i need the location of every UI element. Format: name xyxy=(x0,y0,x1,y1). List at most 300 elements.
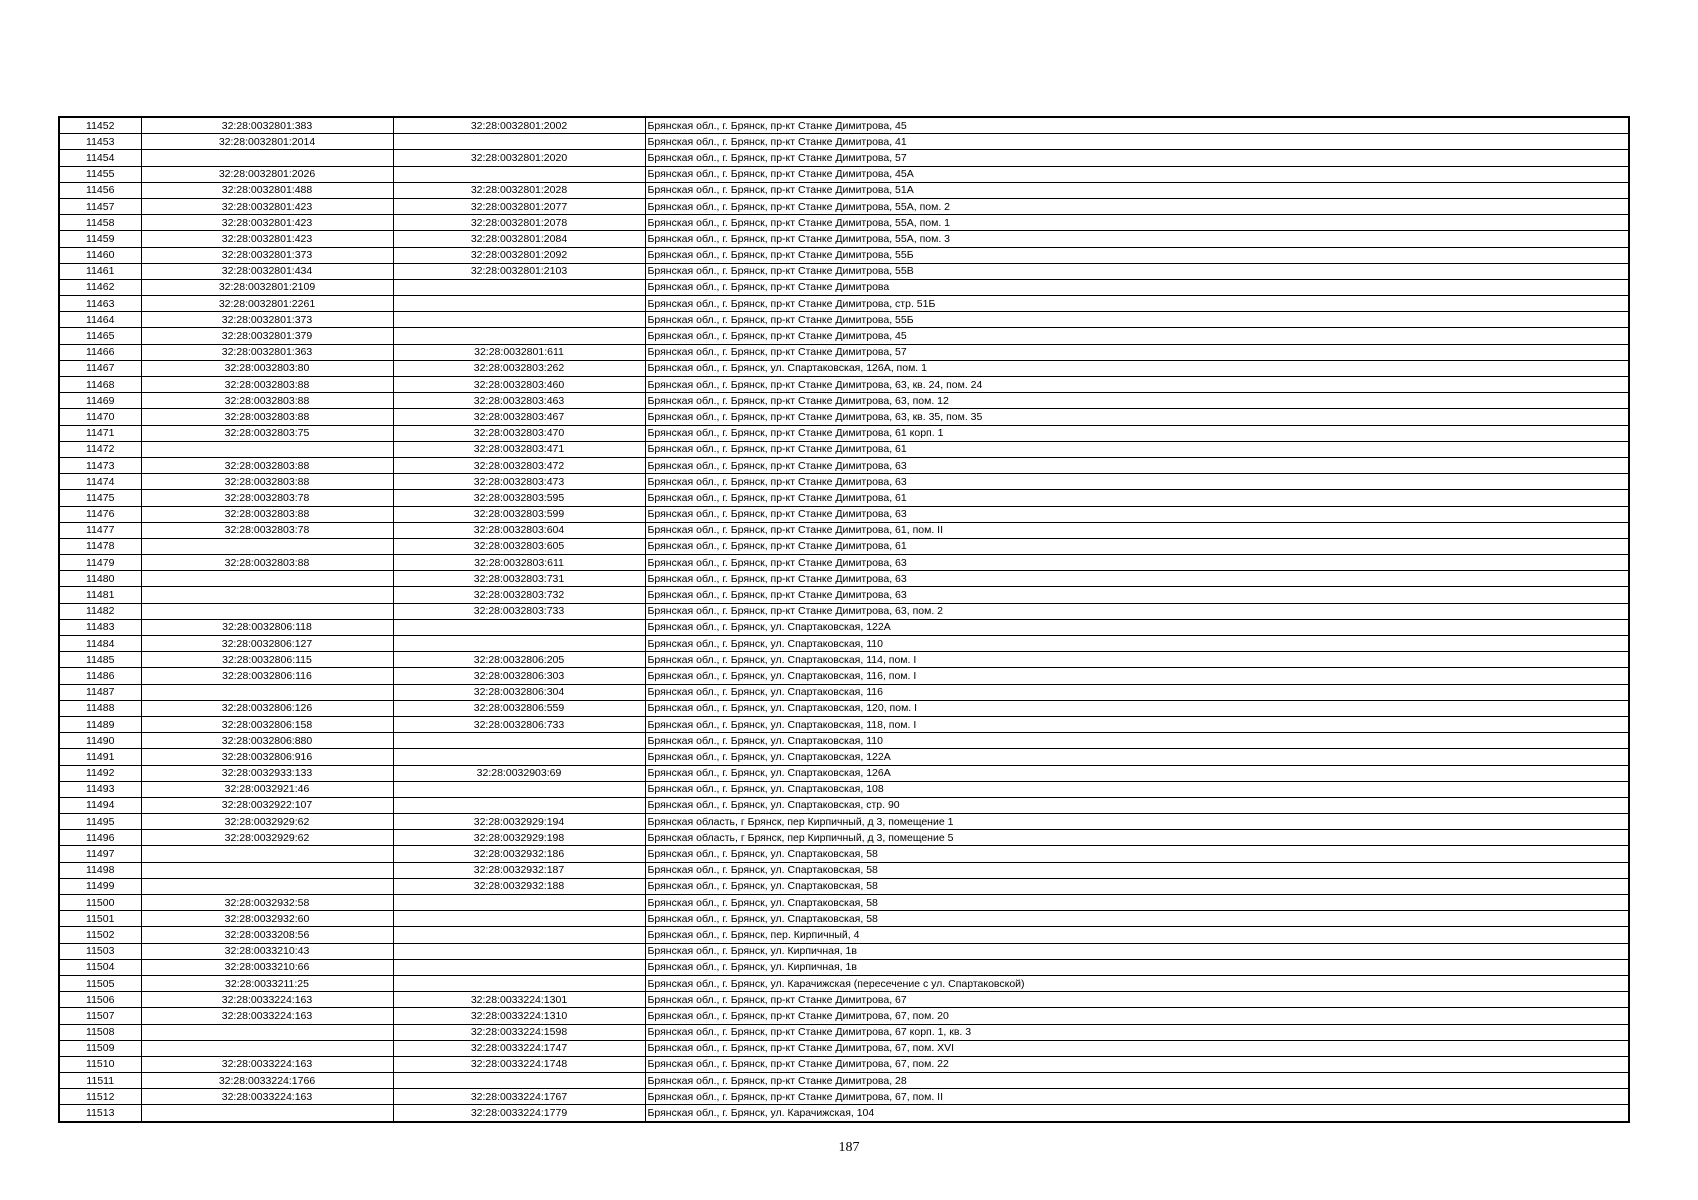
object-cadastral-number-cell xyxy=(393,636,645,652)
object-cadastral-number-cell xyxy=(393,312,645,328)
table-row xyxy=(59,393,1629,409)
row-number-cell: 11469 xyxy=(59,393,141,409)
address-cell: Брянская обл., г. Брянск, пр-кт Станке Димитрова, 61, пом. II xyxy=(645,522,1629,538)
table-row xyxy=(59,247,1629,263)
land-cadastral-number-cell: 32:28:0033210:43 xyxy=(141,943,393,959)
address-cell: Брянская обл., г. Брянск, пр-кт Станке Димитрова, 61 xyxy=(645,490,1629,506)
land-cadastral-number-cell: 32:28:0032801:2109 xyxy=(141,279,393,295)
table-row xyxy=(59,830,1629,846)
row-number-cell: 11452 xyxy=(59,117,141,134)
land-cadastral-number-cell: 32:28:0032933:133 xyxy=(141,765,393,781)
land-cadastral-number-cell: 32:28:0032803:88 xyxy=(141,409,393,425)
table-row xyxy=(59,878,1629,894)
object-cadastral-number-cell: 32:28:0032803:732 xyxy=(393,587,645,603)
table-row xyxy=(59,684,1629,700)
table-row xyxy=(59,1040,1629,1056)
table-row xyxy=(59,279,1629,295)
object-cadastral-number-cell: 32:28:0032803:460 xyxy=(393,377,645,393)
row-number-cell: 11496 xyxy=(59,830,141,846)
row-number-cell: 11503 xyxy=(59,943,141,959)
row-number-cell: 11491 xyxy=(59,749,141,765)
land-cadastral-number-cell: 32:28:0032929:62 xyxy=(141,814,393,830)
land-cadastral-number-cell: 32:28:0032929:62 xyxy=(141,830,393,846)
object-cadastral-number-cell: 32:28:0032903:69 xyxy=(393,765,645,781)
table-row xyxy=(59,992,1629,1008)
land-cadastral-number-cell: 32:28:0032803:78 xyxy=(141,522,393,538)
row-number-cell: 11505 xyxy=(59,975,141,991)
object-cadastral-number-cell: 32:28:0032806:733 xyxy=(393,716,645,732)
land-cadastral-number-cell: 32:28:0032803:88 xyxy=(141,377,393,393)
row-number-cell: 11495 xyxy=(59,814,141,830)
row-number-cell: 11476 xyxy=(59,506,141,522)
table-row xyxy=(59,1089,1629,1105)
object-cadastral-number-cell: 32:28:0032803:605 xyxy=(393,538,645,554)
row-number-cell: 11459 xyxy=(59,231,141,247)
row-number-cell: 11493 xyxy=(59,781,141,797)
table-row xyxy=(59,781,1629,797)
row-number-cell: 11504 xyxy=(59,959,141,975)
land-cadastral-number-cell xyxy=(141,862,393,878)
table-row xyxy=(59,117,1629,134)
table-row xyxy=(59,603,1629,619)
row-number-cell: 11473 xyxy=(59,457,141,473)
land-cadastral-number-cell: 32:28:0033208:56 xyxy=(141,927,393,943)
table-row xyxy=(59,134,1629,150)
land-cadastral-number-cell: 32:28:0032801:434 xyxy=(141,263,393,279)
land-cadastral-number-cell: 32:28:0032801:2261 xyxy=(141,296,393,312)
land-cadastral-number-cell: 32:28:0033224:163 xyxy=(141,1089,393,1105)
row-number-cell: 11477 xyxy=(59,522,141,538)
address-cell: Брянская обл., г. Брянск, пр-кт Станке Димитрова, 55Б xyxy=(645,247,1629,263)
object-cadastral-number-cell: 32:28:0032932:188 xyxy=(393,878,645,894)
row-number-cell: 11455 xyxy=(59,166,141,182)
land-cadastral-number-cell: 32:28:0032801:383 xyxy=(141,117,393,134)
address-cell: Брянская обл., г. Брянск, пр-кт Станке Димитрова, 63, кв. 35, пом. 35 xyxy=(645,409,1629,425)
table-row xyxy=(59,733,1629,749)
object-cadastral-number-cell: 32:28:0032801:2078 xyxy=(393,215,645,231)
object-cadastral-number-cell xyxy=(393,166,645,182)
address-cell: Брянская обл., г. Брянск, ул. Спартаковская, 110 xyxy=(645,733,1629,749)
row-number-cell: 11454 xyxy=(59,150,141,166)
registry-table-body xyxy=(59,117,1629,1122)
object-cadastral-number-cell xyxy=(393,895,645,911)
table-row xyxy=(59,652,1629,668)
table-row xyxy=(59,927,1629,943)
land-cadastral-number-cell: 32:28:0033210:66 xyxy=(141,959,393,975)
address-cell: Брянская обл., г. Брянск, пр-кт Станке Димитрова, 55Б xyxy=(645,312,1629,328)
object-cadastral-number-cell xyxy=(393,619,645,635)
address-cell: Брянская обл., г. Брянск, пр-кт Станке Димитрова, 63 xyxy=(645,506,1629,522)
address-cell: Брянская область, г Брянск, пер Кирпичный, д 3, помещение 5 xyxy=(645,830,1629,846)
table-row xyxy=(59,215,1629,231)
land-cadastral-number-cell: 32:28:0033211:25 xyxy=(141,975,393,991)
object-cadastral-number-cell: 32:28:0032801:2103 xyxy=(393,263,645,279)
object-cadastral-number-cell: 32:28:0032803:473 xyxy=(393,474,645,490)
land-cadastral-number-cell: 32:28:0032932:60 xyxy=(141,911,393,927)
address-cell: Брянская обл., г. Брянск, пр-кт Станке Димитрова, 55В xyxy=(645,263,1629,279)
land-cadastral-number-cell xyxy=(141,1040,393,1056)
address-cell: Брянская обл., г. Брянск, ул. Спартаковская, 122А xyxy=(645,619,1629,635)
address-cell: Брянская обл., г. Брянск, пр-кт Станке Димитрова, 61 xyxy=(645,441,1629,457)
table-row xyxy=(59,814,1629,830)
address-cell: Брянская область, г Брянск, пер Кирпичный, д 3, помещение 1 xyxy=(645,814,1629,830)
table-row xyxy=(59,1105,1629,1122)
object-cadastral-number-cell: 32:28:0032801:2020 xyxy=(393,150,645,166)
object-cadastral-number-cell xyxy=(393,134,645,150)
address-cell: Брянская обл., г. Брянск, пр-кт Станке Димитрова, 67 корп. 1, кв. 3 xyxy=(645,1024,1629,1040)
table-row xyxy=(59,377,1629,393)
address-cell: Брянская обл., г. Брянск, пр-кт Станке Димитрова, 41 xyxy=(645,134,1629,150)
row-number-cell: 11498 xyxy=(59,862,141,878)
object-cadastral-number-cell: 32:28:0032806:303 xyxy=(393,668,645,684)
object-cadastral-number-cell xyxy=(393,911,645,927)
land-cadastral-number-cell: 32:28:0032803:88 xyxy=(141,555,393,571)
object-cadastral-number-cell xyxy=(393,959,645,975)
object-cadastral-number-cell: 32:28:0033224:1301 xyxy=(393,992,645,1008)
object-cadastral-number-cell: 32:28:0032803:604 xyxy=(393,522,645,538)
address-cell: Брянская обл., г. Брянск, пр-кт Станке Димитрова, 63 xyxy=(645,457,1629,473)
address-cell: Брянская обл., г. Брянск, ул. Карачижская, 104 xyxy=(645,1105,1629,1122)
row-number-cell: 11472 xyxy=(59,441,141,457)
row-number-cell: 11467 xyxy=(59,360,141,376)
table-row xyxy=(59,862,1629,878)
land-cadastral-number-cell: 32:28:0032803:88 xyxy=(141,393,393,409)
land-cadastral-number-cell xyxy=(141,538,393,554)
land-cadastral-number-cell: 32:28:0032806:158 xyxy=(141,716,393,732)
object-cadastral-number-cell: 32:28:0033224:1748 xyxy=(393,1056,645,1072)
object-cadastral-number-cell: 32:28:0032932:187 xyxy=(393,862,645,878)
land-cadastral-number-cell xyxy=(141,587,393,603)
address-cell: Брянская обл., г. Брянск, ул. Кирпичная, 1в xyxy=(645,959,1629,975)
row-number-cell: 11471 xyxy=(59,425,141,441)
row-number-cell: 11466 xyxy=(59,344,141,360)
table-row xyxy=(59,474,1629,490)
table-row xyxy=(59,522,1629,538)
table-row xyxy=(59,344,1629,360)
row-number-cell: 11494 xyxy=(59,797,141,813)
row-number-cell: 11460 xyxy=(59,247,141,263)
table-row xyxy=(59,198,1629,214)
address-cell: Брянская обл., г. Брянск, ул. Спартаковская, 108 xyxy=(645,781,1629,797)
land-cadastral-number-cell: 32:28:0032803:88 xyxy=(141,474,393,490)
land-cadastral-number-cell xyxy=(141,684,393,700)
table-row xyxy=(59,328,1629,344)
object-cadastral-number-cell: 32:28:0032801:2084 xyxy=(393,231,645,247)
address-cell: Брянская обл., г. Брянск, ул. Карачижская (пересечение с ул. Спартаковской) xyxy=(645,975,1629,991)
address-cell: Брянская обл., г. Брянск, пр-кт Станке Димитрова, 63, кв. 24, пом. 24 xyxy=(645,377,1629,393)
table-row xyxy=(59,1073,1629,1089)
address-cell: Брянская обл., г. Брянск, ул. Спартаковская, 58 xyxy=(645,911,1629,927)
object-cadastral-number-cell xyxy=(393,1073,645,1089)
table-row xyxy=(59,1056,1629,1072)
address-cell: Брянская обл., г. Брянск, ул. Спартаковская, 58 xyxy=(645,846,1629,862)
object-cadastral-number-cell: 32:28:0033224:1310 xyxy=(393,1008,645,1024)
object-cadastral-number-cell xyxy=(393,975,645,991)
land-cadastral-number-cell: 32:28:0032801:423 xyxy=(141,215,393,231)
row-number-cell: 11506 xyxy=(59,992,141,1008)
land-cadastral-number-cell: 32:28:0033224:163 xyxy=(141,1056,393,1072)
table-row xyxy=(59,409,1629,425)
address-cell: Брянская обл., г. Брянск, пр-кт Станке Димитрова, 57 xyxy=(645,344,1629,360)
land-cadastral-number-cell: 32:28:0032803:75 xyxy=(141,425,393,441)
land-cadastral-number-cell: 32:28:0032801:423 xyxy=(141,198,393,214)
table-row xyxy=(59,895,1629,911)
land-cadastral-number-cell: 32:28:0032801:423 xyxy=(141,231,393,247)
row-number-cell: 11507 xyxy=(59,1008,141,1024)
address-cell: Брянская обл., г. Брянск, пр-кт Станке Димитрова, 67, пом. XVI xyxy=(645,1040,1629,1056)
address-cell: Брянская обл., г. Брянск, пр-кт Станке Димитрова, 55А, пом. 2 xyxy=(645,198,1629,214)
object-cadastral-number-cell: 32:28:0032801:2092 xyxy=(393,247,645,263)
table-row xyxy=(59,911,1629,927)
address-cell: Брянская обл., г. Брянск, пр-кт Станке Димитрова, 45 xyxy=(645,328,1629,344)
row-number-cell: 11509 xyxy=(59,1040,141,1056)
table-row xyxy=(59,150,1629,166)
address-cell: Брянская обл., г. Брянск, пр-кт Станке Димитрова, 67, пом. 22 xyxy=(645,1056,1629,1072)
address-cell: Брянская обл., г. Брянск, ул. Спартаковская, 58 xyxy=(645,878,1629,894)
table-row xyxy=(59,975,1629,991)
table-row xyxy=(59,166,1629,182)
table-row xyxy=(59,1024,1629,1040)
land-cadastral-number-cell: 32:28:0033224:163 xyxy=(141,992,393,1008)
land-cadastral-number-cell xyxy=(141,1105,393,1122)
object-cadastral-number-cell: 32:28:0032929:198 xyxy=(393,830,645,846)
address-cell: Брянская обл., г. Брянск, пр-кт Станке Димитрова, 61 xyxy=(645,538,1629,554)
row-number-cell: 11475 xyxy=(59,490,141,506)
row-number-cell: 11457 xyxy=(59,198,141,214)
address-cell: Брянская обл., г. Брянск, ул. Спартаковская, 118, пом. I xyxy=(645,716,1629,732)
address-cell: Брянская обл., г. Брянск, ул. Спартаковская, 120, пом. I xyxy=(645,700,1629,716)
land-cadastral-number-cell: 32:28:0032922:107 xyxy=(141,797,393,813)
table-row xyxy=(59,1008,1629,1024)
row-number-cell: 11480 xyxy=(59,571,141,587)
row-number-cell: 11479 xyxy=(59,555,141,571)
object-cadastral-number-cell: 32:28:0032932:186 xyxy=(393,846,645,862)
table-row xyxy=(59,749,1629,765)
land-cadastral-number-cell: 32:28:0032801:2026 xyxy=(141,166,393,182)
address-cell: Брянская обл., г. Брянск, пр-кт Станке Димитрова, 63 xyxy=(645,587,1629,603)
object-cadastral-number-cell: 32:28:0032801:611 xyxy=(393,344,645,360)
row-number-cell: 11484 xyxy=(59,636,141,652)
address-cell: Брянская обл., г. Брянск, ул. Спартаковская, 110 xyxy=(645,636,1629,652)
row-number-cell: 11499 xyxy=(59,878,141,894)
address-cell: Брянская обл., г. Брянск, пр-кт Станке Димитрова, 45 xyxy=(645,117,1629,134)
row-number-cell: 11478 xyxy=(59,538,141,554)
table-row xyxy=(59,587,1629,603)
object-cadastral-number-cell: 32:28:0033224:1598 xyxy=(393,1024,645,1040)
table-row xyxy=(59,506,1629,522)
address-cell: Брянская обл., г. Брянск, ул. Спартаковская, 114, пом. I xyxy=(645,652,1629,668)
address-cell: Брянская обл., г. Брянск, ул. Спартаковская, 126А, пом. 1 xyxy=(645,360,1629,376)
object-cadastral-number-cell: 32:28:0032806:205 xyxy=(393,652,645,668)
object-cadastral-number-cell: 32:28:0032803:731 xyxy=(393,571,645,587)
address-cell: Брянская обл., г. Брянск, пр-кт Станке Димитрова, 67, пом. II xyxy=(645,1089,1629,1105)
land-cadastral-number-cell xyxy=(141,1024,393,1040)
object-cadastral-number-cell: 32:28:0032803:262 xyxy=(393,360,645,376)
row-number-cell: 11461 xyxy=(59,263,141,279)
address-cell: Брянская обл., г. Брянск, пр-кт Станке Димитрова, 55А, пом. 1 xyxy=(645,215,1629,231)
row-number-cell: 11489 xyxy=(59,716,141,732)
row-number-cell: 11482 xyxy=(59,603,141,619)
object-cadastral-number-cell: 32:28:0032803:599 xyxy=(393,506,645,522)
object-cadastral-number-cell: 32:28:0032803:472 xyxy=(393,457,645,473)
land-cadastral-number-cell: 32:28:0032801:373 xyxy=(141,247,393,263)
row-number-cell: 11453 xyxy=(59,134,141,150)
row-number-cell: 11463 xyxy=(59,296,141,312)
object-cadastral-number-cell: 32:28:0032803:595 xyxy=(393,490,645,506)
land-cadastral-number-cell: 32:28:0032803:88 xyxy=(141,457,393,473)
address-cell: Брянская обл., г. Брянск, ул. Спартаковская, стр. 90 xyxy=(645,797,1629,813)
table-row xyxy=(59,296,1629,312)
object-cadastral-number-cell xyxy=(393,279,645,295)
land-cadastral-number-cell xyxy=(141,846,393,862)
land-cadastral-number-cell: 32:28:0032921:46 xyxy=(141,781,393,797)
land-cadastral-number-cell xyxy=(141,603,393,619)
row-number-cell: 11486 xyxy=(59,668,141,684)
address-cell: Брянская обл., г. Брянск, пр-кт Станке Димитрова, 63, пом. 12 xyxy=(645,393,1629,409)
object-cadastral-number-cell: 32:28:0032803:470 xyxy=(393,425,645,441)
land-cadastral-number-cell: 32:28:0032806:127 xyxy=(141,636,393,652)
object-cadastral-number-cell: 32:28:0032801:2077 xyxy=(393,198,645,214)
table-row xyxy=(59,425,1629,441)
land-cadastral-number-cell: 32:28:0032806:115 xyxy=(141,652,393,668)
row-number-cell: 11485 xyxy=(59,652,141,668)
object-cadastral-number-cell xyxy=(393,733,645,749)
land-cadastral-number-cell: 32:28:0033224:163 xyxy=(141,1008,393,1024)
object-cadastral-number-cell xyxy=(393,328,645,344)
row-number-cell: 11502 xyxy=(59,927,141,943)
object-cadastral-number-cell xyxy=(393,749,645,765)
table-row xyxy=(59,700,1629,716)
object-cadastral-number-cell: 32:28:0032803:611 xyxy=(393,555,645,571)
object-cadastral-number-cell: 32:28:0032803:733 xyxy=(393,603,645,619)
table-row xyxy=(59,959,1629,975)
land-cadastral-number-cell: 32:28:0032801:373 xyxy=(141,312,393,328)
table-row xyxy=(59,636,1629,652)
land-cadastral-number-cell: 32:28:0032806:916 xyxy=(141,749,393,765)
row-number-cell: 11474 xyxy=(59,474,141,490)
table-row xyxy=(59,538,1629,554)
table-row xyxy=(59,441,1629,457)
table-row xyxy=(59,312,1629,328)
row-number-cell: 11487 xyxy=(59,684,141,700)
row-number-cell: 11501 xyxy=(59,911,141,927)
object-cadastral-number-cell: 32:28:0032803:467 xyxy=(393,409,645,425)
row-number-cell: 11462 xyxy=(59,279,141,295)
land-cadastral-number-cell: 32:28:0032801:2014 xyxy=(141,134,393,150)
row-number-cell: 11513 xyxy=(59,1105,141,1122)
row-number-cell: 11492 xyxy=(59,765,141,781)
object-cadastral-number-cell: 32:28:0032806:304 xyxy=(393,684,645,700)
object-cadastral-number-cell: 32:28:0032801:2002 xyxy=(393,117,645,134)
row-number-cell: 11456 xyxy=(59,182,141,198)
row-number-cell: 11500 xyxy=(59,895,141,911)
row-number-cell: 11510 xyxy=(59,1056,141,1072)
row-number-cell: 11497 xyxy=(59,846,141,862)
address-cell: Брянская обл., г. Брянск, пр-кт Станке Димитрова, стр. 51Б xyxy=(645,296,1629,312)
table-row xyxy=(59,571,1629,587)
land-cadastral-number-cell: 32:28:0033224:1766 xyxy=(141,1073,393,1089)
object-cadastral-number-cell: 32:28:0032803:463 xyxy=(393,393,645,409)
table-row xyxy=(59,797,1629,813)
object-cadastral-number-cell: 32:28:0032803:471 xyxy=(393,441,645,457)
table-row xyxy=(59,555,1629,571)
address-cell: Брянская обл., г. Брянск, ул. Спартаковская, 126А xyxy=(645,765,1629,781)
land-cadastral-number-cell: 32:28:0032801:488 xyxy=(141,182,393,198)
address-cell: Брянская обл., г. Брянск, пр-кт Станке Димитрова, 63 xyxy=(645,555,1629,571)
address-cell: Брянская обл., г. Брянск, пр-кт Станке Димитрова, 61 корп. 1 xyxy=(645,425,1629,441)
row-number-cell: 11508 xyxy=(59,1024,141,1040)
row-number-cell: 11490 xyxy=(59,733,141,749)
row-number-cell: 11468 xyxy=(59,377,141,393)
object-cadastral-number-cell xyxy=(393,781,645,797)
address-cell: Брянская обл., г. Брянск, пр-кт Станке Димитрова, 63, пом. 2 xyxy=(645,603,1629,619)
address-cell: Брянская обл., г. Брянск, ул. Спартаковская, 116, пом. I xyxy=(645,668,1629,684)
object-cadastral-number-cell: 32:28:0033224:1767 xyxy=(393,1089,645,1105)
page-number: 187 xyxy=(838,1140,860,1155)
address-cell: Брянская обл., г. Брянск, пр-кт Станке Димитрова, 63 xyxy=(645,571,1629,587)
land-cadastral-number-cell xyxy=(141,878,393,894)
address-cell: Брянская обл., г. Брянск, пр-кт Станке Димитрова, 55А, пом. 3 xyxy=(645,231,1629,247)
land-cadastral-number-cell: 32:28:0032803:80 xyxy=(141,360,393,376)
object-cadastral-number-cell: 32:28:0033224:1779 xyxy=(393,1105,645,1122)
land-cadastral-number-cell xyxy=(141,571,393,587)
land-cadastral-number-cell: 32:28:0032806:126 xyxy=(141,700,393,716)
address-cell: Брянская обл., г. Брянск, пр-кт Станке Димитрова, 28 xyxy=(645,1073,1629,1089)
address-cell: Брянская обл., г. Брянск, пер. Кирпичный, 4 xyxy=(645,927,1629,943)
table-row xyxy=(59,490,1629,506)
land-cadastral-number-cell: 32:28:0032932:58 xyxy=(141,895,393,911)
registry-table xyxy=(58,116,1630,1123)
object-cadastral-number-cell: 32:28:0033224:1747 xyxy=(393,1040,645,1056)
object-cadastral-number-cell: 32:28:0032801:2028 xyxy=(393,182,645,198)
table-row xyxy=(59,231,1629,247)
land-cadastral-number-cell: 32:28:0032803:78 xyxy=(141,490,393,506)
land-cadastral-number-cell xyxy=(141,150,393,166)
address-cell: Брянская обл., г. Брянск, пр-кт Станке Димитрова, 67 xyxy=(645,992,1629,1008)
address-cell: Брянская обл., г. Брянск, ул. Спартаковская, 58 xyxy=(645,895,1629,911)
table-row xyxy=(59,668,1629,684)
table-row xyxy=(59,360,1629,376)
row-number-cell: 11488 xyxy=(59,700,141,716)
row-number-cell: 11464 xyxy=(59,312,141,328)
address-cell: Брянская обл., г. Брянск, пр-кт Станке Димитрова xyxy=(645,279,1629,295)
object-cadastral-number-cell: 32:28:0032806:559 xyxy=(393,700,645,716)
table-row xyxy=(59,846,1629,862)
row-number-cell: 11458 xyxy=(59,215,141,231)
address-cell: Брянская обл., г. Брянск, ул. Спартаковская, 116 xyxy=(645,684,1629,700)
land-cadastral-number-cell: 32:28:0032806:116 xyxy=(141,668,393,684)
land-cadastral-number-cell: 32:28:0032806:118 xyxy=(141,619,393,635)
land-cadastral-number-cell: 32:28:0032801:379 xyxy=(141,328,393,344)
land-cadastral-number-cell: 32:28:0032803:88 xyxy=(141,506,393,522)
address-cell: Брянская обл., г. Брянск, ул. Кирпичная, 1в xyxy=(645,943,1629,959)
address-cell: Брянская обл., г. Брянск, ул. Спартаковская, 122А xyxy=(645,749,1629,765)
table-row xyxy=(59,263,1629,279)
row-number-cell: 11470 xyxy=(59,409,141,425)
address-cell: Брянская обл., г. Брянск, пр-кт Станке Димитрова, 57 xyxy=(645,150,1629,166)
address-cell: Брянская обл., г. Брянск, пр-кт Станке Димитрова, 67, пом. 20 xyxy=(645,1008,1629,1024)
row-number-cell: 11483 xyxy=(59,619,141,635)
address-cell: Брянская обл., г. Брянск, пр-кт Станке Димитрова, 63 xyxy=(645,474,1629,490)
object-cadastral-number-cell xyxy=(393,943,645,959)
address-cell: Брянская обл., г. Брянск, ул. Спартаковская, 58 xyxy=(645,862,1629,878)
object-cadastral-number-cell: 32:28:0032929:194 xyxy=(393,814,645,830)
table-row xyxy=(59,457,1629,473)
row-number-cell: 11481 xyxy=(59,587,141,603)
land-cadastral-number-cell: 32:28:0032806:880 xyxy=(141,733,393,749)
table-row xyxy=(59,943,1629,959)
land-cadastral-number-cell: 32:28:0032801:363 xyxy=(141,344,393,360)
